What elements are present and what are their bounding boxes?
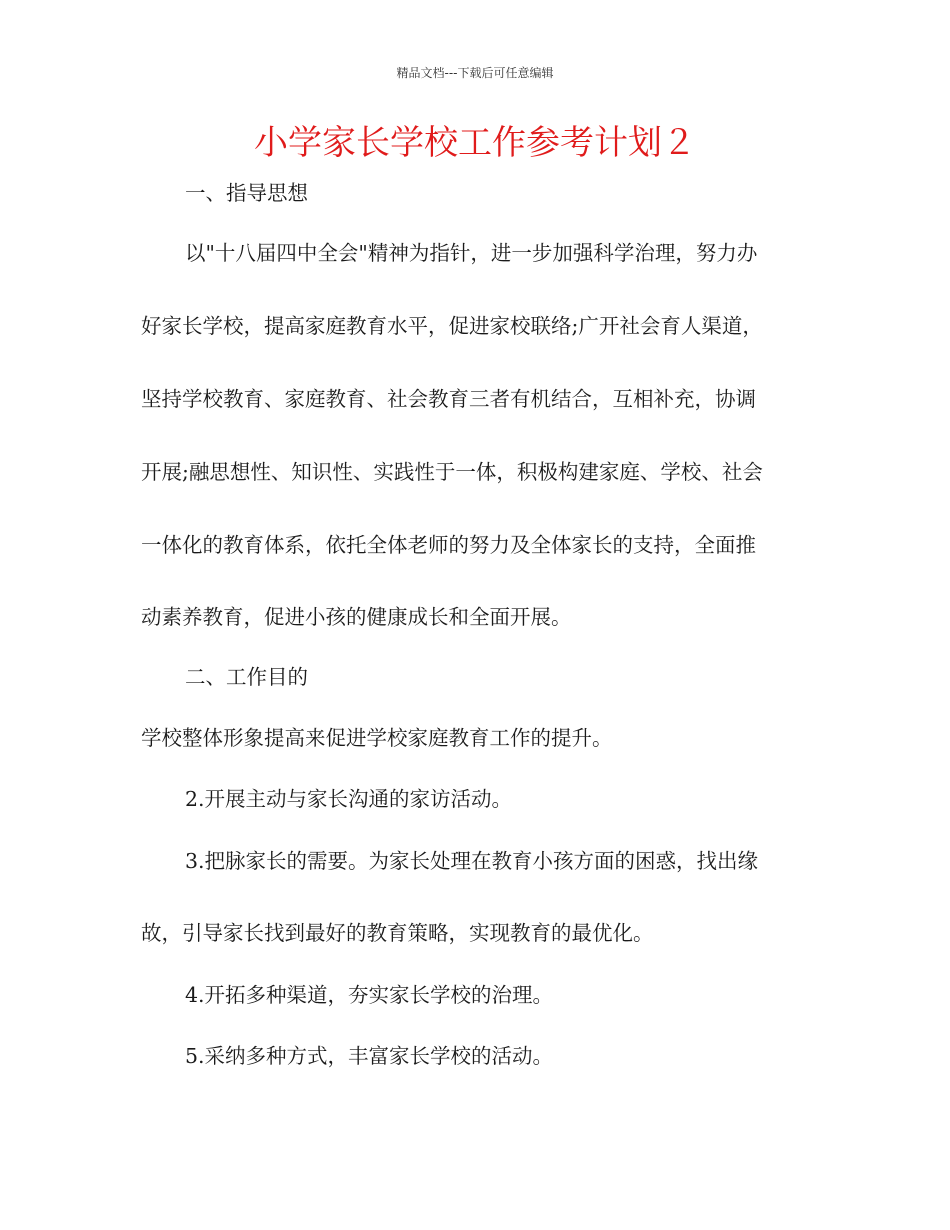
document-title: 小学家长学校工作参考计划２ [254, 123, 696, 163]
list-item: 4.开拓多种渠道，夯实家长学校的治理。 [185, 983, 554, 1007]
list-item: 2.开展主动与家长沟通的家访活动。 [185, 787, 513, 811]
paragraph-line: 故，引导家长找到最好的教育策略，实现教育的最优化。 [141, 921, 654, 945]
paragraph-line: 一体化的教育体系，依托全体老师的努力及全体家长的支持，全面推 [141, 533, 756, 557]
paragraph-line: 好家长学校，提高家庭教育水平，促进家校联络;广开社会育人渠道， [141, 314, 763, 338]
paragraph-line: 坚持学校教育、家庭教育、社会教育三者有机结合，互相补充，协调 [141, 387, 756, 411]
paragraph-line: 以"十八届四中全会"精神为指针，进一步加强科学治理，努力办 [185, 241, 758, 265]
paragraph-line: 开展;融思想性、知识性、实践性于一体，积极构建家庭、学校、社会 [141, 460, 763, 484]
section-heading-work-goals: 二、工作目的 [185, 665, 308, 689]
paragraph-line: 动素养教育，促进小孩的健康成长和全面开展。 [141, 605, 572, 629]
section-heading-guiding-ideology: 一、指导思想 [185, 181, 308, 205]
page-header-note: 精品文档---下载后可任意编辑 [396, 66, 554, 80]
list-item: 3.把脉家长的需要。为家长处理在教育小孩方面的困惑，找出缘 [185, 849, 759, 873]
paragraph-line: 学校整体形象提高来促进学校家庭教育工作的提升。 [141, 726, 613, 750]
list-item: 5.采纳多种方式，丰富家长学校的活动。 [185, 1044, 554, 1068]
